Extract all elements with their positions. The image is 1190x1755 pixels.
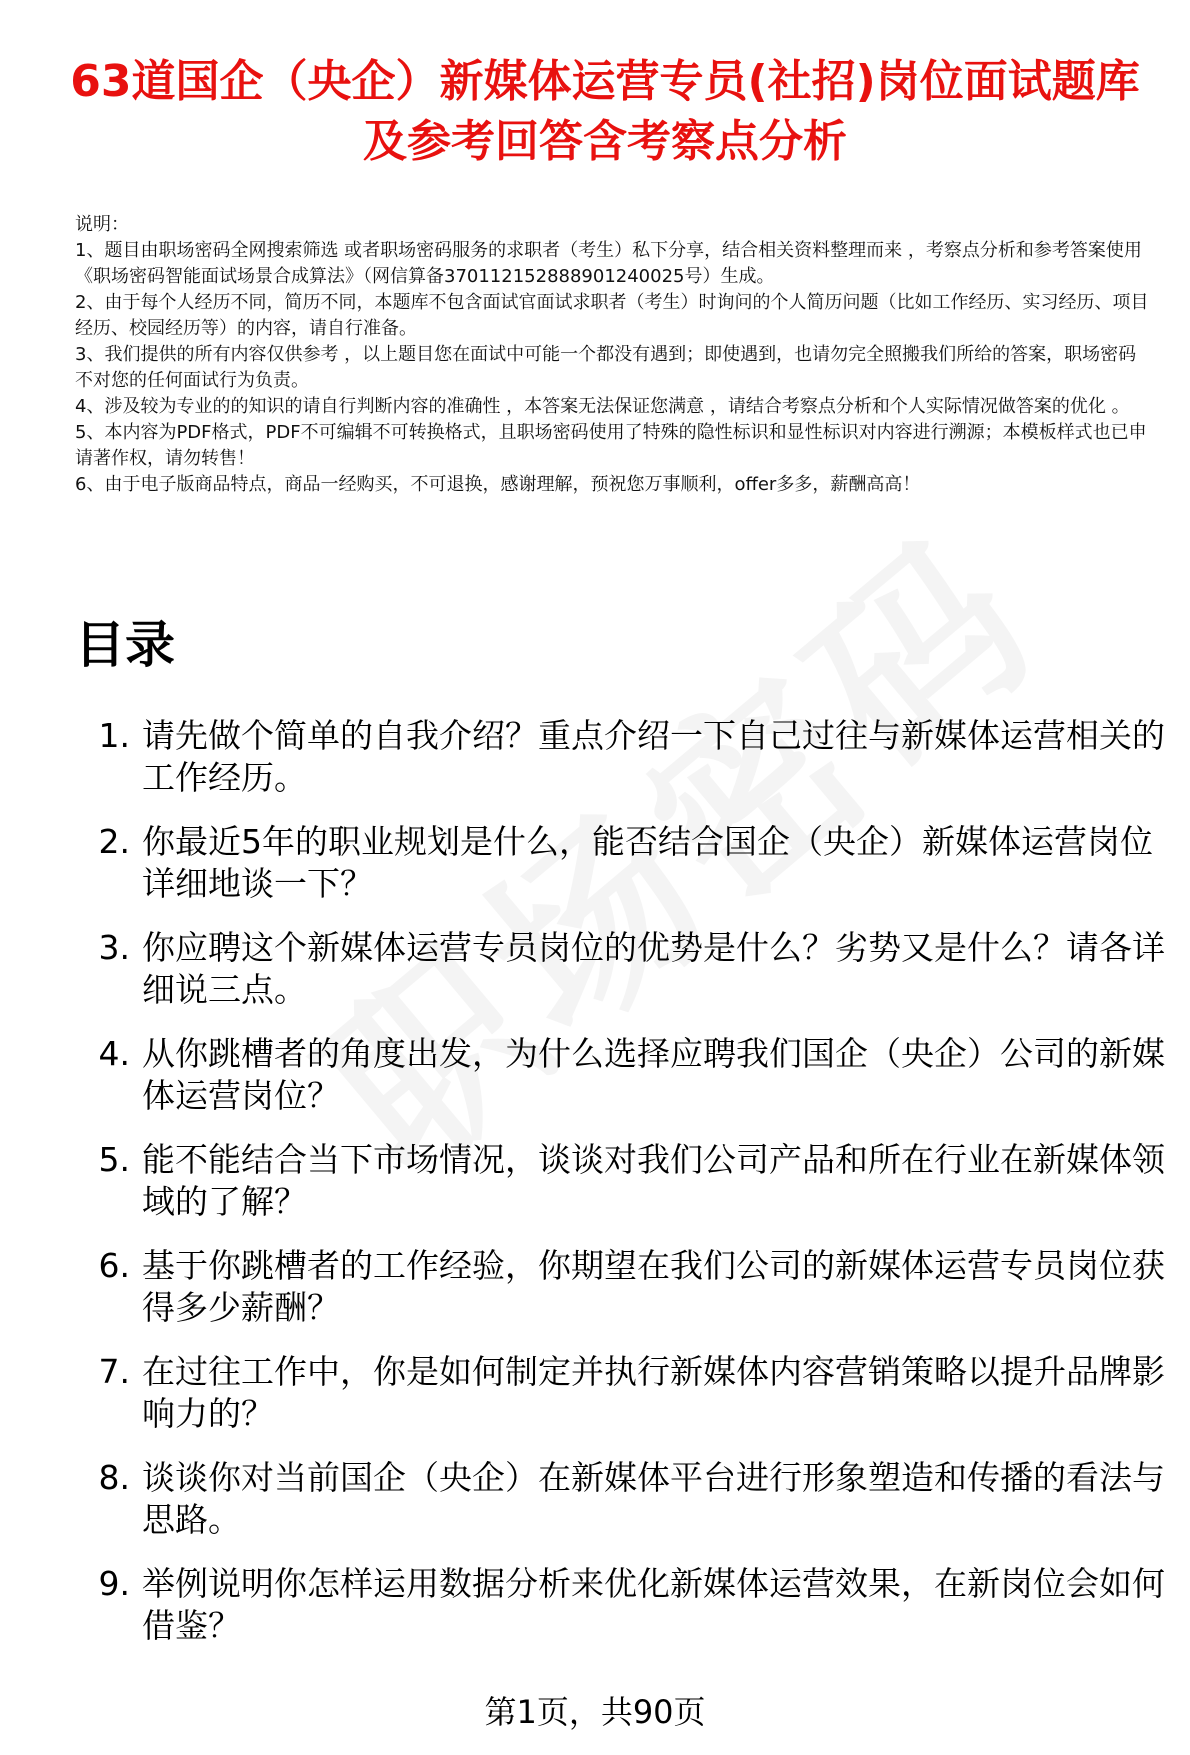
toc-item-number: 2. xyxy=(98,822,130,861)
table-of-contents xyxy=(75,715,1165,1669)
toc-heading: 目录 xyxy=(75,616,175,674)
note-item: 4、涉及较为专业的的知识的请自行判断内容的准确性 ，本答案无法保证您满意 ，请结合考察点分析和个人实际情况做答案的优化 。 xyxy=(75,396,1130,417)
toc-item[interactable] xyxy=(75,1245,1165,1329)
note-item: 5、本内容为PDF格式，PDF不可编辑不可转换格式，且职场密码使用了特殊的隐性标识和显性标识对内容进行溯源；本模板样式也已申请著作权，请勿转售！ xyxy=(75,422,1147,469)
toc-item-text[interactable]: 从你跳槽者的角度出发，为什么选择应聘我们国企（央企）公司的新媒体运营岗位？ xyxy=(142,1034,1165,1115)
note-item: 3、我们提供的所有内容仅供参考 ，以上题目您在面试中可能一个都没有遇到；即使遇到，也请勿完全照搬我们所给的答案，职场密码不对您的任何面试行为负责。 xyxy=(75,344,1137,391)
toc-item[interactable] xyxy=(75,1139,1165,1223)
toc-item-text[interactable]: 谈谈你对当前国企（央企）在新媒体平台进行形象塑造和传播的看法与思路。 xyxy=(142,1458,1165,1539)
toc-item[interactable] xyxy=(75,1457,1165,1541)
toc-item-text[interactable]: 请先做个简单的自我介绍？重点介绍一下自己过往与新媒体运营相关的工作经历。 xyxy=(142,716,1165,797)
note-item: 2、由于每个人经历不同，简历不同，本题库不包含面试官面试求职者（考生）时询问的个人简历问题（比如工作经历、实习经历、项目经历、校园经历等）的内容，请自行准备。 xyxy=(75,292,1149,339)
toc-item-number: 4. xyxy=(98,1034,130,1073)
toc-item-text[interactable]: 能不能结合当下市场情况，谈谈对我们公司产品和所在行业在新媒体领域的了解？ xyxy=(142,1140,1165,1221)
toc-item-text[interactable]: 举例说明你怎样运用数据分析来优化新媒体运营效果，在新岗位会如何借鉴？ xyxy=(142,1564,1165,1645)
toc-item[interactable] xyxy=(75,1351,1165,1435)
toc-item-number: 3. xyxy=(98,928,130,967)
toc-item[interactable] xyxy=(75,1563,1165,1647)
note-item: 6、由于电子版商品特点，商品一经购买，不可退换，感谢理解，预祝您万事顺利，offer多多，薪酬高高！ xyxy=(75,474,921,495)
toc-item[interactable] xyxy=(75,821,1165,905)
notes-section xyxy=(75,212,1150,498)
toc-item[interactable] xyxy=(75,715,1165,799)
toc-item-text[interactable]: 你应聘这个新媒体运营专员岗位的优势是什么？劣势又是什么？请各详细说三点。 xyxy=(142,928,1165,1009)
toc-item-number: 8. xyxy=(98,1458,130,1497)
toc-item-number: 9. xyxy=(98,1564,130,1603)
toc-item-number: 1. xyxy=(98,716,130,755)
toc-item-number: 7. xyxy=(98,1352,130,1391)
toc-item-number: 6. xyxy=(98,1246,130,1285)
notes-heading: 说明： xyxy=(75,214,129,235)
toc-item-text[interactable]: 你最近5年的职业规划是什么，能否结合国企（央企）新媒体运营岗位详细地谈一下？ xyxy=(142,822,1153,903)
toc-item-text[interactable]: 基于你跳槽者的工作经验，你期望在我们公司的新媒体运营专员岗位获得多少薪酬？ xyxy=(142,1246,1165,1327)
page-footer: 第1页，共90页 xyxy=(484,1693,706,1731)
toc-item[interactable] xyxy=(75,1033,1165,1117)
toc-item-number: 5. xyxy=(98,1140,130,1179)
toc-item[interactable] xyxy=(75,927,1165,1011)
note-item: 1、题目由职场密码全网搜索筛选 或者职场密码服务的求职者（考生）私下分享，结合相关资料整理而来 ，考察点分析和参考答案使用《职场密码智能面试场景合成算法》（网信算备370112152888901240025号）生成。 xyxy=(75,240,1142,287)
document-title: 63道国企（央企）新媒体运营专员(社招)岗位面试题库及参考回答含考察点分析 xyxy=(70,56,1140,167)
toc-item-text[interactable]: 在过往工作中，你是如何制定并执行新媒体内容营销策略以提升品牌影响力的？ xyxy=(142,1352,1165,1433)
